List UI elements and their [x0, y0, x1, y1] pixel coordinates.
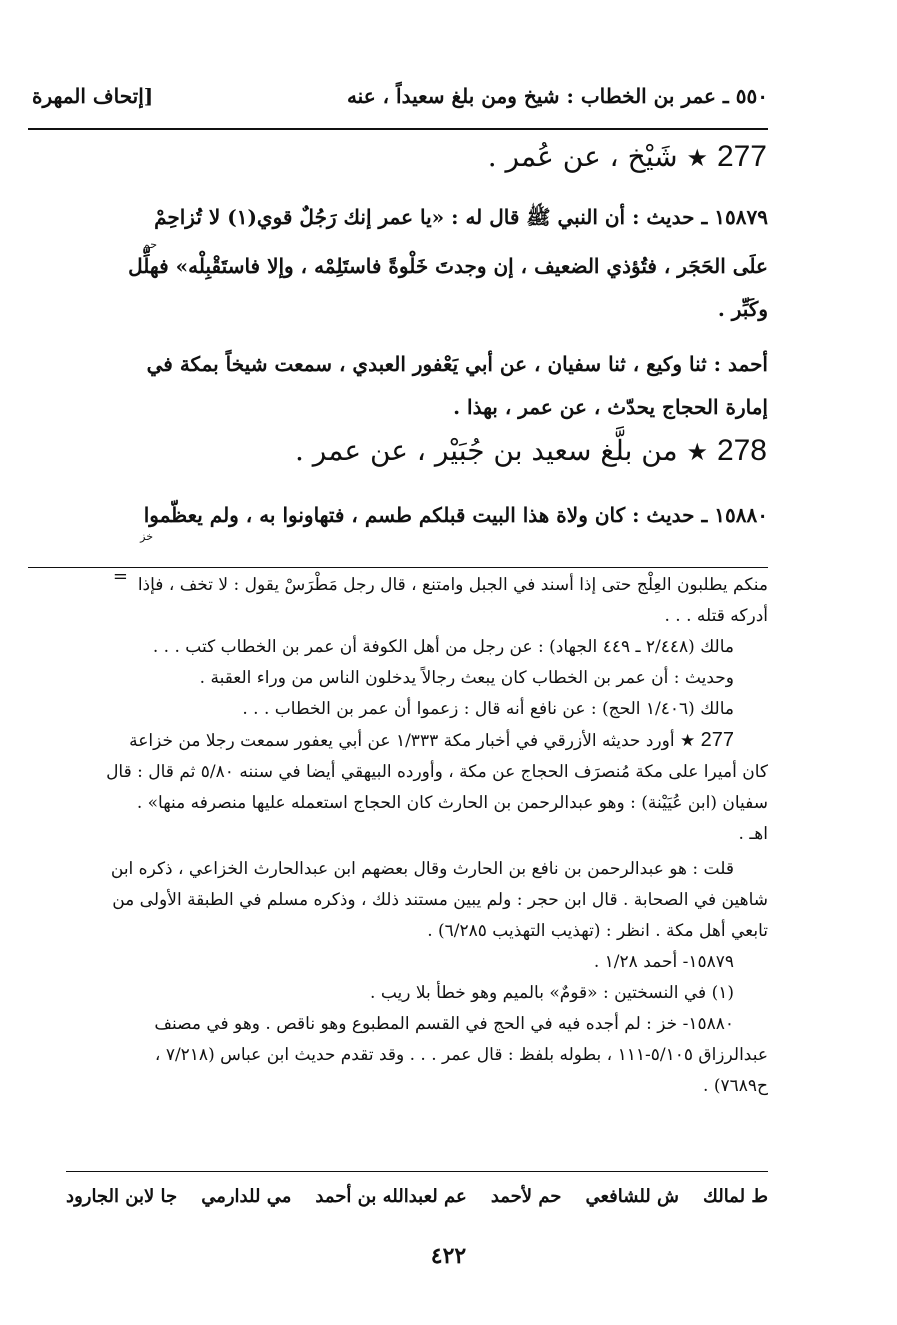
- note-line: تابعي أهل مكة . انظر : (تهذيب التهذيب ٦/٢٨٥) .: [427, 921, 768, 941]
- header-title: ٥٥٠ ـ عمر بن الخطاب : شيخ ومن بلغ سعيداً ، عنه: [346, 84, 768, 108]
- note-line: منكم يطلبون العِلْج حتى إذا أسند في الجبل وامتنع ، قال رجل مَطْرَسْ يقول : لا تخف ، فإذا: [137, 575, 768, 595]
- footnote-separator: [28, 567, 768, 568]
- entry-number: 277: [716, 140, 767, 173]
- abbreviation: ط لمالك: [703, 1186, 768, 1207]
- hadith-15879-cont: [30, 245, 768, 331]
- header-book-title: [إتحاف المهرة: [32, 84, 154, 108]
- note-line: وحديث : أن عمر بن الخطاب كان يبعث رجالاً يدخلون الناس من وراء العقبة .: [199, 668, 734, 688]
- note-line: شاهين في الصحابة . قال ابن حجر : ولم يبين مستند ذلك ، وذكره مسلم في الطبقة الأولى من: [112, 890, 768, 910]
- hadith-line: علَى الحَجَر ، فتُؤذي الضعيف ، إن وجدتَ خَلْوةً فاستَلِمْه ، وإلا فاستَقْبِلْه» فهلِّل: [128, 254, 768, 278]
- continuation-mark: =: [112, 566, 128, 587]
- entry-278-heading: [295, 434, 767, 468]
- note-line: عبدالرزاق ٥/١٠٥-١١١ ، بطوله بلفظ : قال عمر . . . وقد تقدم حديث ابن عباس (٧/٢١٨ ،: [154, 1045, 768, 1065]
- page-number: ٤٢٢: [430, 1243, 467, 1269]
- note-line: قلت : هو عبدالرحمن بن نافع بن الحارث وقال بعضهم ابن عبدالحارث الخزاعي ، ذكره ابن: [110, 859, 734, 879]
- star-icon: ★: [679, 731, 696, 751]
- star-icon: ★: [686, 144, 709, 172]
- abbreviation: ش للشافعي: [585, 1186, 679, 1207]
- note-line: ح٧٦٨٩) .: [703, 1076, 768, 1096]
- note-line: ١٥٨٧٩- أحمد ١/٢٨ .: [593, 952, 734, 972]
- abbreviation: مي للدارمي: [201, 1186, 292, 1207]
- note-line: مالك (٢/٤٤٨ ـ ٤٤٩ الجهاد) : عن رجل من أهل الكوفة أن عمر بن الخطاب كتب . . .: [152, 637, 734, 657]
- abbreviation: حم لأحمد: [490, 1186, 562, 1207]
- entry-title: شَيْخ ، عن عُمر .: [487, 140, 678, 173]
- footnotes: [30, 570, 768, 1102]
- note-line: أدركه قتله . . .: [664, 606, 768, 626]
- hadith-line: وكَبِّر .: [717, 297, 768, 321]
- abbreviation: عم لعبدالله بن أحمد: [315, 1186, 467, 1207]
- isnad-line: أحمد : ثنا وكيع ، ثنا سفيان ، عن أبي يَعْفور العبدي ، سمعت شيخاً بمكة في: [146, 352, 768, 376]
- entry-title: من بلَّغ سعيد بن جُبَيْر ، عن عمر .: [294, 434, 678, 467]
- note-line: ١٥٨٨٠- خز : لم أجده فيه في الحج في القسم المطبوع وهو ناقص . وهو في مصنف: [154, 1014, 734, 1034]
- entry-number: 278: [716, 434, 767, 467]
- running-header: [32, 84, 768, 118]
- hadith-line: ١٥٨٨٠ ـ حديث : كان ولاة هذا البيت قبلكم طسم ، فتهاونوا به ، ولم يعظّموا: [143, 503, 768, 527]
- source-code-side: خز: [140, 530, 153, 543]
- abbreviations-rule: [66, 1171, 768, 1172]
- abbreviation: جا لابن الجارود: [66, 1186, 178, 1207]
- note-text: أورد حديثه الأزرقي في أخبار مكة ١/٣٣٣ عن أبي يعفور سمعت رجلا من خزاعة: [129, 731, 675, 751]
- note-line: (١) في النسختين : «قومٌ» بالميم وهو خطأ بلا ريب .: [370, 983, 734, 1003]
- note-line: اهـ .: [738, 824, 768, 844]
- abbreviations-key: [66, 1186, 768, 1207]
- note-line: كان أميرا على مكة مُنصرَف الحجاج عن مكة ، وأورده البيهقي أيضا في سننه ٥/٨٠ ثم قال : قال: [106, 762, 768, 782]
- note-277: [30, 725, 768, 757]
- header-rule: [28, 128, 768, 130]
- note-line: سفيان (ابن عُيَيْنة) : وهو عبدالرحمن بن الحارث كان الحجاج استعمله عليها منصرفه منها» .: [136, 793, 768, 813]
- note-number: 277: [700, 729, 734, 751]
- note-line: مالك (١/٤٠٦ الحج) : عن نافع أنه قال : زعموا أن عمر بن الخطاب . . .: [242, 699, 734, 719]
- hadith-15879: [30, 196, 768, 239]
- star-icon: ★: [686, 438, 709, 466]
- hadith-line: ١٥٨٧٩ ـ حديث : أن النبي ﷺ قال له : «يا عمر إنك رَجُلٌ قوي(١) لا تُزاحِمْ: [154, 205, 768, 229]
- isnad-line: إمارة الحجاج يحدّث ، عن عمر ، بهذا .: [453, 395, 768, 419]
- source-code-side: حم: [142, 238, 157, 251]
- isnad-15879: [30, 343, 768, 429]
- entry-277-heading: [488, 140, 767, 174]
